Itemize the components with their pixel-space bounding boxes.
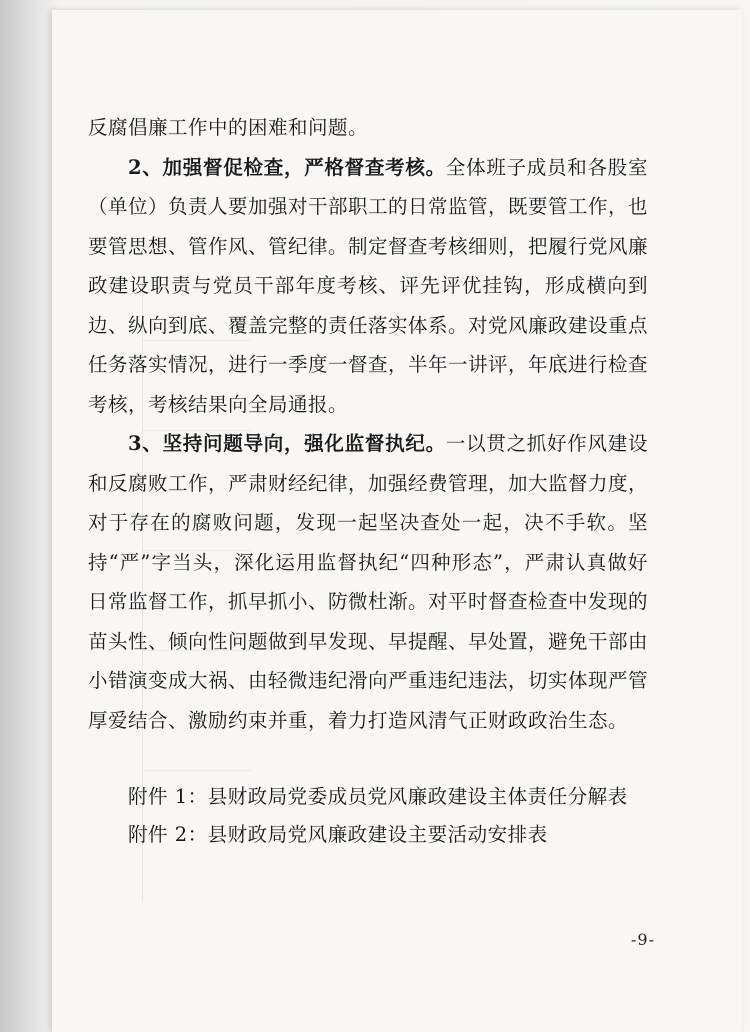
document-body <box>88 108 648 854</box>
paragraph-problem-oriented <box>88 424 648 740</box>
paragraph-continuation <box>88 108 648 148</box>
section-heading: 2、加强督促检查，严格督查考核。 <box>128 155 446 179</box>
page-number: -9- <box>631 930 655 949</box>
attachments-list <box>88 778 648 854</box>
section-heading: 3、坚持问题导向，强化监督执纪。 <box>128 432 446 455</box>
attachment-item: 附件 2：县财政局党风廉政建设主要活动安排表 <box>128 823 548 846</box>
paragraph-supervision-assessment <box>88 148 648 425</box>
paragraph-text: 反腐倡廉工作中的困难和问题。 <box>88 116 369 139</box>
paragraph-text: 全体班子成员和各股室（单位）负责人要加强对干部职工的日常监管，既要管工作，也要管思想、管作风、管纪律。制定督查考核细则，把履行党风廉政建设职责与党员干部年度考核、评先评优挂钩，形成横向到边、纵向到底、覆盖完整的责任落实体系。对党风廉政建设重点任务落实情况，进行一季度一督查，半年一讲评，年底进行检查考核，考核结果向全局通报。 <box>88 155 649 416</box>
paragraph-text: 一以贯之抓好作风建设和反腐败工作，严肃财经纪律，加强经费管理，加大监督力度，对于存在的腐败问题，发现一起坚决查处一起，决不手软。坚持“严”字当头，深化运用监督执纪“四种形态”，严肃认真做好日常监督工作，抓早抓小、防微杜渐。对平时督查检查中发现的苗头性、倾向性问题做到早发现、早提醒、早处置，避免干部由小错演变成大祸、由轻微违纪滑向严重违纪违法，切实体现严管厚爱结合、激励约束并重，着力打造风清气正财政政治生态。 <box>88 432 649 732</box>
attachment-item: 附件 1：县财政局党委成员党风廉政建设主体责任分解表 <box>128 785 628 808</box>
